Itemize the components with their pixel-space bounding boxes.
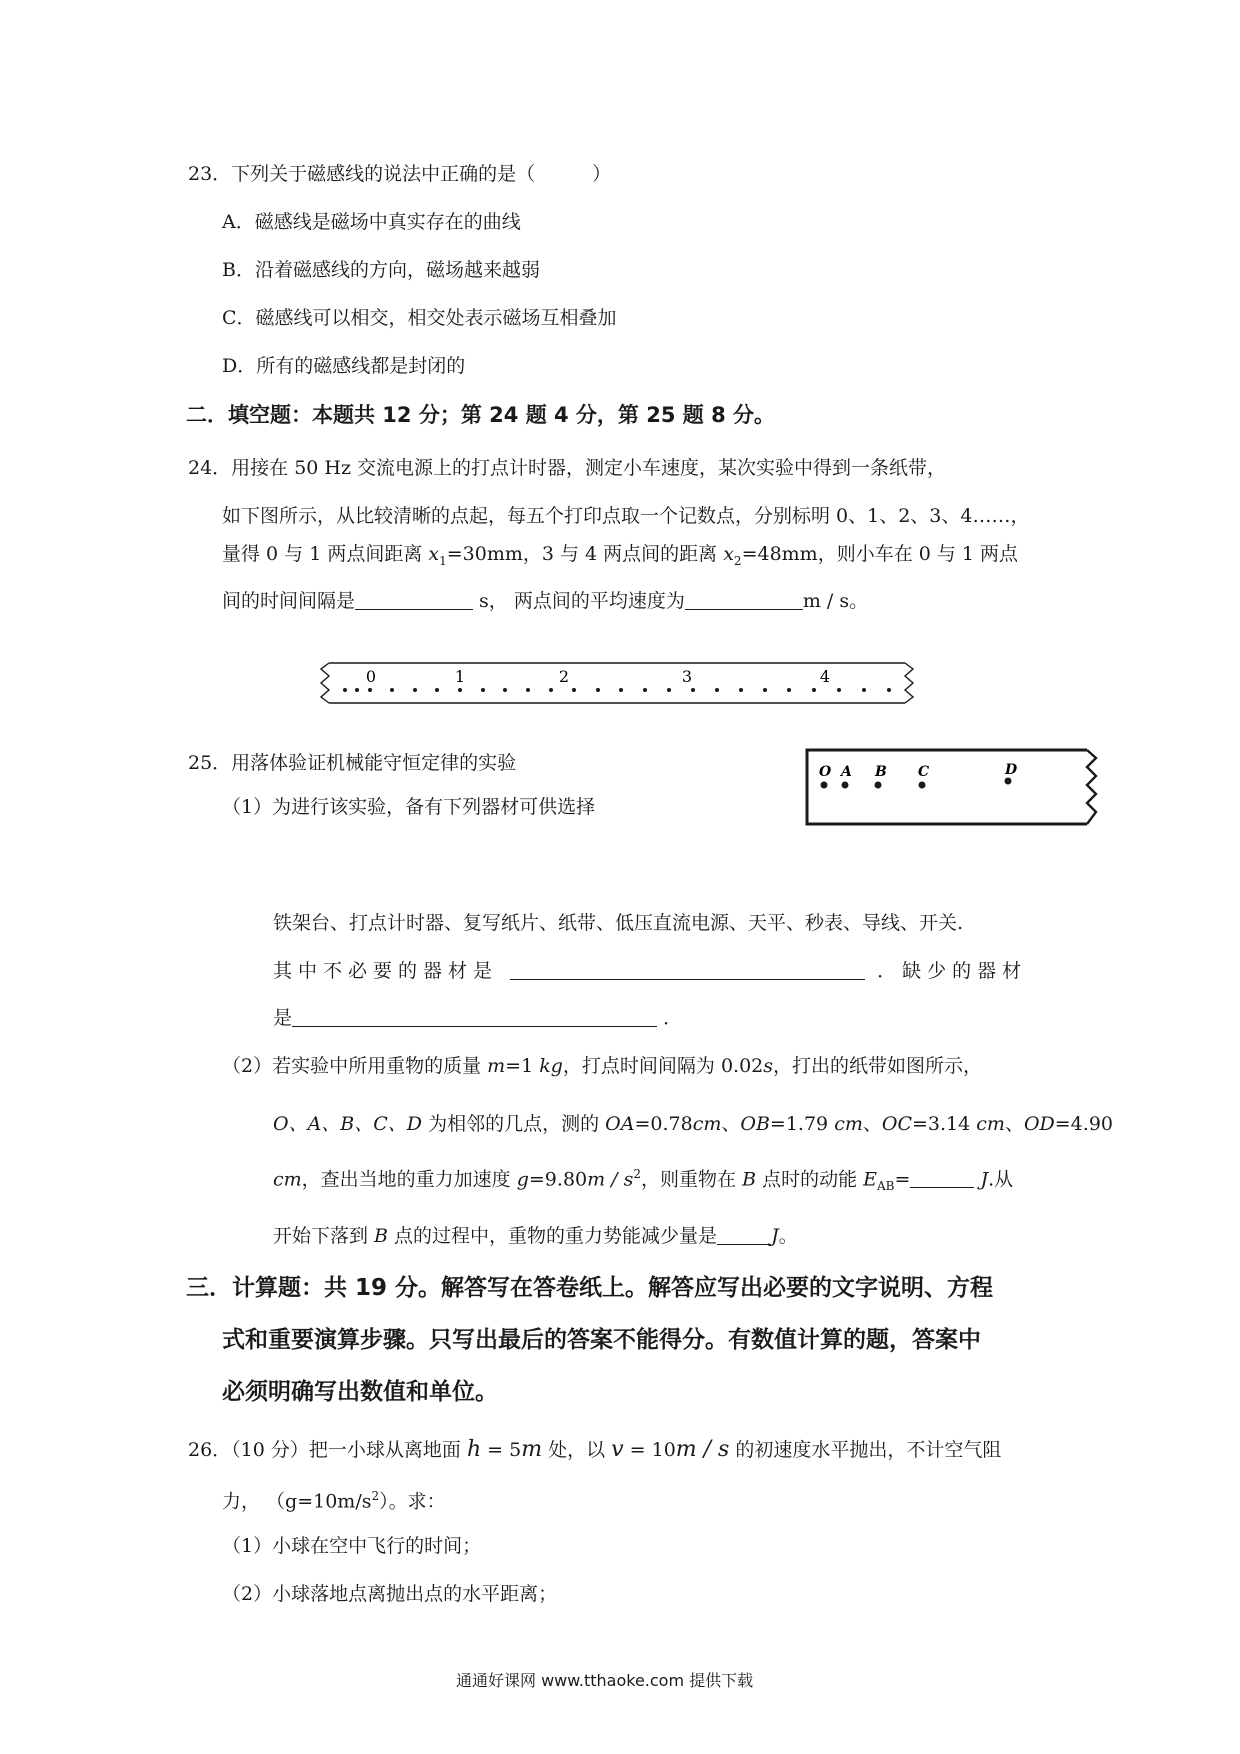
tape-dot bbox=[643, 688, 647, 692]
q25-blank-missing[interactable] bbox=[292, 1008, 657, 1027]
tape-label-3: 3 bbox=[681, 667, 693, 686]
q25-missing-line: 是 ． bbox=[273, 1007, 683, 1029]
q25-title: 25．用落体验证机械能守恒定律的实验 bbox=[188, 752, 517, 774]
tape-dot bbox=[549, 688, 553, 692]
q23-stem: 23．下列关于磁感线的说法中正确的是（ ） bbox=[188, 163, 612, 185]
tape-dot bbox=[355, 688, 359, 692]
q25-sub2-line2: O、A、B、C、D 为相邻的几点，测的 OA=0.78cm、OB=1.79 cm、OC=3.14 cm、OD=4.90 bbox=[273, 1113, 1113, 1135]
q25-label-a: A bbox=[841, 764, 852, 780]
q24-paper-tape-figure bbox=[315, 660, 921, 706]
q25-dot-a bbox=[842, 782, 849, 789]
tape-label-4: 4 bbox=[819, 667, 831, 686]
q25-sub1: （1）为进行该实验，备有下列器材可供选择 bbox=[222, 796, 596, 818]
tape-dot bbox=[715, 688, 719, 692]
tape-dot bbox=[763, 688, 767, 692]
q24-line1: 24．用接在 50 Hz 交流电源上的打点计时器，测定小车速度，某次实验中得到一条纸带， bbox=[188, 457, 947, 479]
tape-dot bbox=[435, 688, 439, 692]
tape-dot bbox=[887, 688, 891, 692]
q26-line1: 26．（10 分）把一小球从离地面 h = 5m 处，以 v = 10m / s 的初速度水平抛出，不计空气阻 bbox=[188, 1437, 1002, 1462]
q25-blank-kinetic-energy[interactable] bbox=[910, 1169, 974, 1188]
q25-sub2-line1: （2）若实验中所用重物的质量 m=1 kg，打点时间间隔为 0.02s，打出的纸带如图所示， bbox=[222, 1055, 983, 1077]
q25-materials: 铁架台、打点计时器、复写纸片、纸带、低压直流电源、天平、秒表、导线、开关. bbox=[273, 912, 964, 934]
section2-heading: 二．填空题：本题共 12 分；第 24 题 4 分，第 25 题 8 分。 bbox=[186, 403, 776, 427]
q25-label-c: C bbox=[918, 764, 930, 780]
q23-option-a: A．磁感线是磁场中真实存在的曲线 bbox=[222, 211, 521, 233]
q25-blank-unnecessary[interactable] bbox=[510, 961, 865, 980]
section3-line2: 式和重要演算步骤。只写出最后的答案不能得分。有数值计算的题，答案中 bbox=[222, 1327, 981, 1353]
q25-blank-potential-energy[interactable] bbox=[717, 1226, 771, 1245]
tape-dot bbox=[390, 688, 394, 692]
page-footer: 通通好课网 www.tthaoke.com 提供下载 bbox=[456, 1671, 754, 1690]
q25-sub2-line3: cm，查出当地的重力加速度 $g=9.80m / s^2$，则重物在 B 点时的动能 $E_{AB}= J$.从 bbox=[273, 1167, 1014, 1194]
tape-dot bbox=[458, 688, 462, 692]
q25-label-b: B bbox=[875, 764, 887, 780]
tape-dot bbox=[739, 688, 743, 692]
tape-label-0: 0 bbox=[365, 667, 377, 686]
q26-sub1: （1）小球在空中飞行的时间； bbox=[222, 1535, 482, 1557]
tape-dot bbox=[526, 688, 530, 692]
section3-line1: 三．计算题：共 19 分。解答写在答卷纸上。解答应写出必要的文字说明、方程 bbox=[186, 1275, 994, 1301]
tape-dot bbox=[667, 688, 671, 692]
tape-dot bbox=[596, 688, 600, 692]
tape-dot bbox=[368, 688, 372, 692]
tape-dot bbox=[691, 688, 695, 692]
q26-sub2: （2）小球落地点离抛出点的水平距离； bbox=[222, 1583, 558, 1605]
q25-unnecessary-line: 其中不必要的器材是 ．缺少的器材 bbox=[273, 960, 1028, 982]
q25-dot-d bbox=[1005, 778, 1012, 785]
q25-dot-b bbox=[875, 782, 882, 789]
q25-label-o: O bbox=[819, 764, 832, 780]
tape-dot bbox=[481, 688, 485, 692]
q26-line2: 力， $(g=10m/s^2)$。求： bbox=[222, 1489, 446, 1513]
section3-line3: 必须明确写出数值和单位。 bbox=[222, 1379, 498, 1405]
tape-dot bbox=[862, 688, 866, 692]
q24-blank-time[interactable] bbox=[355, 591, 473, 610]
q24-line4: 间的时间间隔是 s， 两点间的平均速度为 m / s。 bbox=[222, 590, 869, 612]
q23-option-b: B．沿着磁感线的方向，磁场越来越弱 bbox=[222, 259, 540, 281]
q25-sub2-line4: 开始下落到 B 点的过程中，重物的重力势能减少量是 J。 bbox=[273, 1225, 798, 1247]
q24-line2: 如下图所示，从比较清晰的点起，每五个打印点取一个记数点，分别标明 0、1、2、3、4……， bbox=[222, 505, 1030, 527]
q24-blank-speed[interactable] bbox=[685, 591, 803, 610]
tape-dot bbox=[837, 688, 841, 692]
q23-option-d: D．所有的磁感线都是封闭的 bbox=[222, 355, 466, 377]
tape-dot bbox=[572, 688, 576, 692]
q25-label-d: D bbox=[1005, 762, 1018, 778]
q25-dot-c bbox=[919, 782, 926, 789]
tape-dot bbox=[619, 688, 623, 692]
tape-dot bbox=[503, 688, 507, 692]
tape-label-2: 2 bbox=[558, 667, 570, 686]
tape-dot bbox=[787, 688, 791, 692]
q25-dot-o bbox=[821, 782, 828, 789]
tape-dot bbox=[812, 688, 816, 692]
tape-dot bbox=[413, 688, 417, 692]
q24-line3: 量得 0 与 1 两点间距离 $x_1=30mm$，3 与 4 两点间的距离 $x_2=48mm$，则小车在 0 与 1 两点 bbox=[222, 543, 1019, 568]
q23-option-c: C．磁感线可以相交，相交处表示磁场互相叠加 bbox=[222, 307, 617, 329]
q25-paper-tape-figure bbox=[805, 748, 1105, 828]
tape-label-1: 1 bbox=[454, 667, 466, 686]
tape-dot bbox=[343, 688, 347, 692]
